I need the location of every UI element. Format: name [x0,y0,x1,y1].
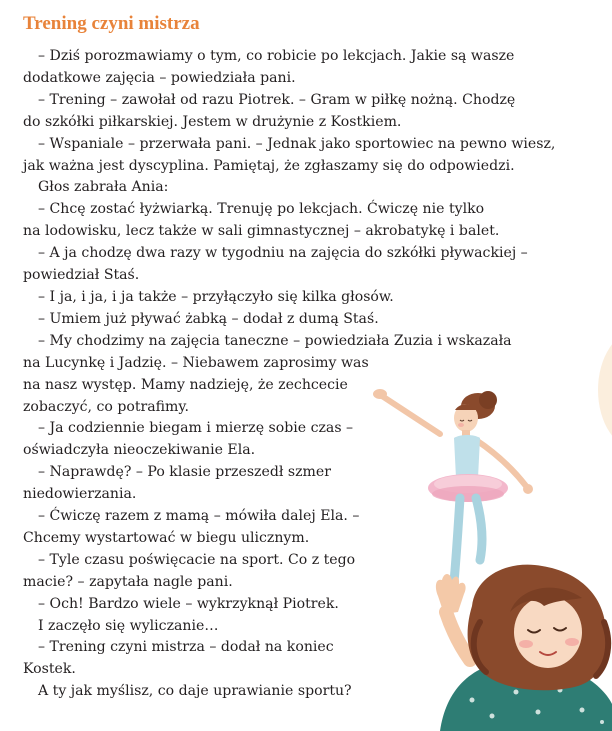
waving-girl-illustration [436,565,612,731]
story-line: Chcemy wystartować w biegu ulicznym. [23,529,310,546]
story-line: – A ja chodzę dwa razy w tygodniu na zajęcia do szkółki pływackiej – [38,245,528,262]
story-line: – My chodzimy na zajęcia taneczne – powiedziała Zuzia i wskazała [38,332,512,349]
story-line: do szkółki piłkarskiej. Jestem w drużynie z Kostkiem. [23,113,402,130]
story-line: – Ja codziennie biegam i mierzę sobie czas – [38,420,354,437]
illustration [360,360,612,731]
story-line: zobaczyć, co potrafimy. [23,398,189,415]
story-line: – I ja, i ja, i ja także – przyłączyło się kilka głosów. [38,288,394,305]
story-line: macie? – zapytała nagle pani. [23,573,233,590]
story-line: oświadczyła nieoczekiwanie Ela. [23,442,256,459]
story-line: – Tyle czasu poświęcacie na sport. Co z tego [38,551,356,568]
story-line: Głos zabrała Ania: [38,179,169,196]
story-line: A ty jak myślisz, co daje uprawianie sportu? [38,683,352,700]
story-line: – Naprawdę? – Po klasie przeszedł szmer [38,464,331,481]
story-line: – Och! Bardzo wiele – wykrzyknął Piotrek. [38,595,339,612]
story-line: powiedział Staś. [23,267,140,284]
story-line: dodatkowe zajęcia – powiedziała pani. [23,69,296,86]
story-line: – Trening – zawołał od razu Piotrek. – Gram w piłkę nożną. Chodzę [38,91,516,108]
story-line: – Ćwiczę razem z mamą – mówiła dalej Ela. – [38,508,360,525]
story-line: – Trening czyni mistrza – dodał na koniec [38,639,334,656]
story-line: na nasz występ. Mamy nadzieję, że zechcecie [23,376,348,393]
story-line: Kostek. [23,661,76,678]
story-line: na lodowisku, lecz także w sali gimnastycznej – akrobatykę i balet. [23,223,500,240]
ballerina-illustration [373,389,533,588]
story-line: – Wspaniale – przerwała pani. – Jednak jako sportowiec na pewno wiesz, [38,135,556,152]
story-line: – Chcę zostać łyżwiarką. Trenuję po lekcjach. Ćwiczę nie tylko [38,201,485,218]
story-line: – Umiem już pływać żabką – dodał z dumą Staś. [38,310,379,327]
story-title: Trening czyni mistrza [23,13,200,34]
story-line: niedowierzania. [23,486,137,503]
story-line: I zaczęło się wyliczanie… [38,617,219,634]
story-line: jak ważna jest dyscyplina. Pamiętaj, że zgłaszamy się do odpowiedzi. [23,157,515,174]
story-line: – Dziś porozmawiamy o tym, co robicie po lekcjach. Jakie są wasze [38,48,515,64]
story-line: na Lucynkę i Jadzię. – Niebawem zaprosimy was [23,354,369,371]
